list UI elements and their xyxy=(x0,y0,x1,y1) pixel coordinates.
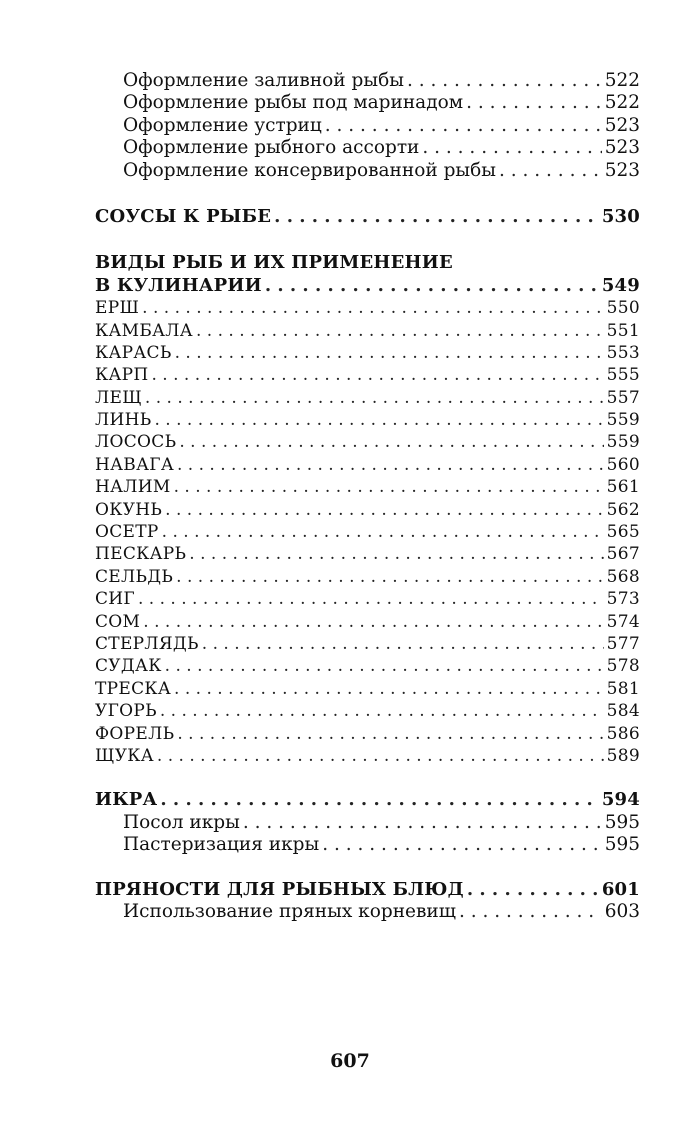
toc-entry-page: 578 xyxy=(606,656,640,677)
toc-entry-page: 559 xyxy=(606,432,640,453)
toc-entry xyxy=(95,566,640,588)
toc-entry-label: ЛИНЬ xyxy=(95,410,152,431)
leader-dots xyxy=(165,655,604,677)
section-title: СОУСЫ К РЫБЕ xyxy=(95,205,272,227)
toc-entry-page: 603 xyxy=(604,900,640,922)
toc-entry-label: ЛЕЩ xyxy=(95,387,142,408)
toc-entry-label: ТРЕСКА xyxy=(95,678,172,699)
toc-entry-label: КАМБАЛА xyxy=(95,320,193,341)
toc-entry-page: 522 xyxy=(604,70,640,91)
leader-dots xyxy=(174,476,604,498)
toc-entry-label: КАРП xyxy=(95,365,149,386)
leader-dots xyxy=(142,297,603,319)
toc-entry-page: 557 xyxy=(606,387,640,408)
toc-entry xyxy=(95,342,640,364)
spacer xyxy=(95,857,640,879)
leader-dots xyxy=(322,834,601,856)
toc-entry xyxy=(95,611,640,633)
leader-dots xyxy=(422,137,601,159)
toc-entry-page: 551 xyxy=(606,320,640,341)
toc-entry-page: 573 xyxy=(606,589,640,610)
leader-dots xyxy=(274,206,599,228)
leader-dots xyxy=(499,160,602,182)
spacer xyxy=(95,182,640,206)
table-of-contents xyxy=(95,70,640,923)
leader-dots xyxy=(162,521,604,543)
toc-entry-page: 560 xyxy=(606,454,640,475)
leader-dots xyxy=(160,789,598,811)
toc-entry-page: 589 xyxy=(606,745,640,766)
spacer xyxy=(95,767,640,789)
toc-entry-label: НАЛИМ xyxy=(95,477,171,498)
toc-section-caviar xyxy=(95,789,640,811)
toc-entry-label: Пастеризация икры xyxy=(123,834,320,856)
toc-entry-label: СИГ xyxy=(95,589,135,610)
leader-dots xyxy=(138,588,604,610)
leader-dots xyxy=(160,700,604,722)
leader-dots xyxy=(179,431,603,453)
toc-entry xyxy=(95,387,640,409)
toc-entry-page: 523 xyxy=(604,159,640,181)
leader-dots xyxy=(459,901,602,923)
leader-dots xyxy=(196,320,604,342)
toc-entry-label: Оформление устриц xyxy=(123,114,322,136)
toc-entry-label: Оформление консервированной рыбы xyxy=(123,159,496,181)
toc-section-fish xyxy=(95,275,640,297)
toc-entry-page: 561 xyxy=(606,477,640,498)
toc-entry-label: УГОРЬ xyxy=(95,701,157,722)
section-title: ИКРА xyxy=(95,789,158,811)
toc-entry xyxy=(95,521,640,543)
toc-entry-page: 562 xyxy=(606,499,640,520)
leader-dots xyxy=(202,633,604,655)
toc-entry xyxy=(95,364,640,386)
section-page: 530 xyxy=(601,205,640,227)
toc-entry-label: КАРАСЬ xyxy=(95,342,172,363)
toc-entry xyxy=(95,137,640,159)
leader-dots xyxy=(466,92,602,114)
spacer xyxy=(95,228,640,252)
toc-entry xyxy=(95,901,640,923)
toc-entry-label: ФОРЕЛЬ xyxy=(95,723,175,744)
leader-dots xyxy=(157,745,604,767)
leader-dots xyxy=(177,454,604,476)
toc-entry-label: ОСЕТР xyxy=(95,522,159,543)
toc-entry-page: 595 xyxy=(604,811,640,833)
leader-dots xyxy=(467,879,599,901)
toc-entry xyxy=(95,723,640,745)
toc-entry-page: 553 xyxy=(606,342,640,363)
leader-dots xyxy=(143,611,603,633)
toc-section-spices xyxy=(95,879,640,901)
leader-dots xyxy=(145,387,604,409)
toc-entry xyxy=(95,409,640,431)
toc-entry xyxy=(95,633,640,655)
section-page: 601 xyxy=(601,878,640,900)
toc-entry-label: Посол икры xyxy=(123,811,240,833)
toc-entry xyxy=(95,320,640,342)
toc-entry xyxy=(95,454,640,476)
toc-entry-page: 581 xyxy=(606,678,640,699)
toc-entry xyxy=(95,115,640,137)
section-title: ПРЯНОСТИ ДЛЯ РЫБНЫХ БЛЮД xyxy=(95,878,464,900)
toc-entry-page: 522 xyxy=(604,92,640,114)
toc-entry-page: 523 xyxy=(604,137,640,159)
toc-section-sauces xyxy=(95,206,640,228)
toc-entry xyxy=(95,655,640,677)
toc-entry-page: 568 xyxy=(606,566,640,587)
section-page: 549 xyxy=(601,274,640,296)
toc-entry-label: Оформление рыбного ассорти xyxy=(123,137,420,159)
toc-entry xyxy=(95,160,640,182)
toc-entry xyxy=(95,297,640,319)
toc-entry-label: ЕРШ xyxy=(95,298,140,319)
toc-entry-label: ЛОСОСЬ xyxy=(95,432,177,453)
toc-entry xyxy=(95,70,640,92)
leader-dots xyxy=(152,364,604,386)
leader-dots xyxy=(407,70,602,92)
toc-entry xyxy=(95,834,640,856)
leader-dots xyxy=(155,409,604,431)
toc-entry-page: 577 xyxy=(606,633,640,654)
leader-dots xyxy=(165,499,603,521)
toc-entry-label: СЕЛЬДЬ xyxy=(95,566,174,587)
section-title: ВИДЫ РЫБ И ИХ ПРИМЕНЕНИЕ xyxy=(95,252,453,274)
toc-entry-page: 567 xyxy=(606,544,640,565)
section-page: 594 xyxy=(601,789,640,811)
toc-entry xyxy=(95,431,640,453)
toc-entry xyxy=(95,499,640,521)
toc-entry xyxy=(95,678,640,700)
leader-dots xyxy=(243,812,602,834)
section-title: В КУЛИНАРИИ xyxy=(95,274,262,296)
toc-entry-page: 555 xyxy=(606,365,640,386)
toc-entry-page: 550 xyxy=(606,298,640,319)
toc-entry-label: СОМ xyxy=(95,611,141,632)
leader-dots xyxy=(189,543,603,565)
toc-entry-page: 586 xyxy=(606,723,640,744)
toc-entry xyxy=(95,476,640,498)
leader-dots xyxy=(265,275,599,297)
leader-dots xyxy=(176,566,604,588)
toc-entry-page: 574 xyxy=(606,611,640,632)
toc-entry xyxy=(95,92,640,114)
leader-dots xyxy=(325,115,602,137)
toc-entry-label: ОКУНЬ xyxy=(95,499,163,520)
toc-entry-label: Использование пряных корневищ xyxy=(123,900,456,922)
leader-dots xyxy=(177,723,603,745)
toc-entry-page: 559 xyxy=(606,410,640,431)
toc-entry-label: ЩУКА xyxy=(95,745,154,766)
toc-entry-page: 595 xyxy=(604,834,640,856)
toc-entry-page: 584 xyxy=(606,701,640,722)
leader-dots xyxy=(174,678,604,700)
toc-entry-label: ПЕСКАРЬ xyxy=(95,544,187,565)
toc-entry-label: Оформление заливной рыбы xyxy=(123,70,404,91)
toc-entry-page: 565 xyxy=(606,522,640,543)
toc-entry xyxy=(95,812,640,834)
leader-dots xyxy=(175,342,604,364)
toc-entry xyxy=(95,745,640,767)
toc-entry-label: НАВАГА xyxy=(95,454,174,475)
toc-entry xyxy=(95,588,640,610)
toc-entry-page: 523 xyxy=(604,114,640,136)
toc-entry-label: СУДАК xyxy=(95,656,162,677)
toc-entry-label: Оформление рыбы под маринадом xyxy=(123,92,464,114)
toc-entry-label: СТЕРЛЯДЬ xyxy=(95,633,199,654)
toc-entry xyxy=(95,543,640,565)
toc-entry xyxy=(95,700,640,722)
page-number: 607 xyxy=(330,1050,370,1072)
